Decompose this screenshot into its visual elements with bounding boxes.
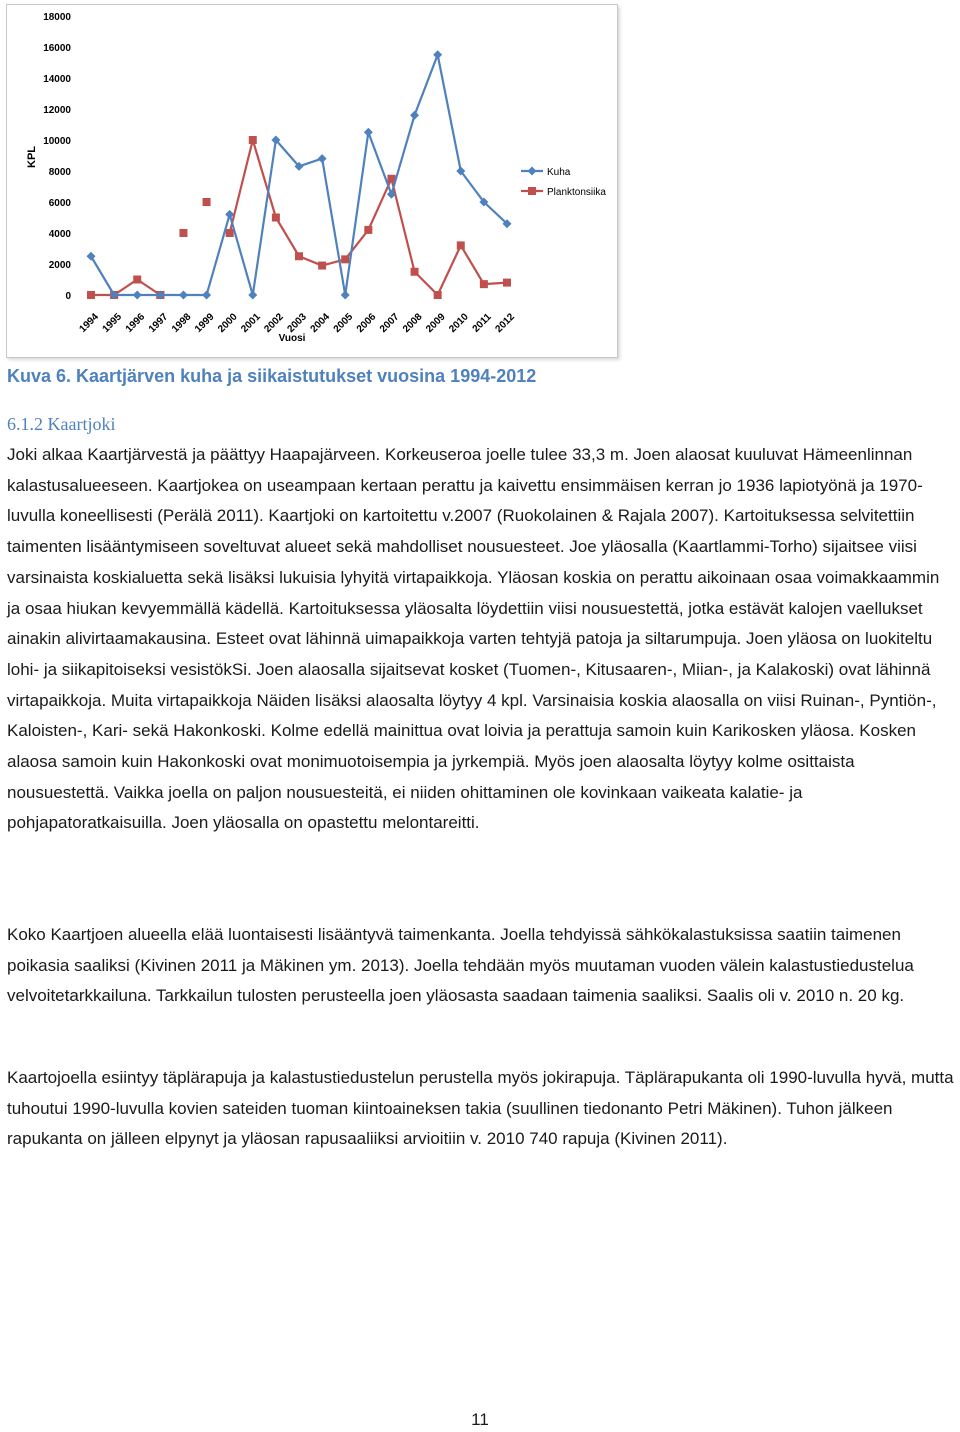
x-tick-label: 2006: [354, 311, 379, 335]
data-point: [528, 187, 536, 195]
data-point: [203, 198, 211, 206]
line-chart: [7, 5, 617, 357]
data-point: [87, 291, 95, 299]
x-tick-label: 2012: [493, 311, 517, 335]
data-point: [318, 262, 326, 270]
x-tick-label: 2003: [285, 311, 309, 335]
x-tick-label: 1997: [146, 311, 171, 335]
y-tick-label: 12000: [43, 105, 71, 116]
data-point: [248, 291, 257, 300]
data-point: [179, 229, 187, 237]
y-tick-label: 6000: [48, 198, 71, 209]
y-tick-label: 0: [65, 291, 71, 302]
data-point: [364, 226, 372, 234]
paragraph: Kaartojoella esiintyy täplärapuja ja kalastustiedustelun perustella myös jokirapuja. Täplärapukanta oli 1990-luvulla hyvä, mutta tuhoutui 1990-luvulla kovien sateiden tuoman kiintoaineksen takia (suullinen tiedonanto Petri Mäkinen). Tuhon jälkeen rapukanta on jälleen elpynyt ja yläosan rapusaaliiksi arvioitiin v. 2010 740 rapuja (Kivinen 2011).: [7, 1068, 954, 1149]
y-tick-label: 8000: [48, 167, 71, 178]
x-tick-label: 2005: [331, 311, 356, 335]
y-axis-title: KPL: [26, 146, 38, 168]
y-tick-label: 4000: [48, 229, 71, 240]
data-point: [434, 291, 442, 299]
x-tick-label: 2011: [470, 311, 494, 335]
y-tick-label: 2000: [48, 260, 71, 271]
y-tick-label: 10000: [43, 136, 71, 147]
data-point: [341, 291, 350, 300]
page-number: 11: [471, 1410, 489, 1429]
x-tick-label: 2000: [216, 311, 240, 335]
legend-label: Planktonsiika: [547, 187, 606, 198]
data-point: [133, 276, 141, 284]
paragraph: Joki alkaa Kaartjärvestä ja päättyy Haapajärveen. Korkeuseroa joelle tulee 33,3 m. Joen alaosat kuuluvat Hämeenlinnan kalastusalueeseen. Kaartjokea on useampaan kertaan perattu ja kaivettu ensimmäisen kerran jo 1936 lapiotyönä ja 1970-luvulla koneellisesti (Perälä 2011). Kaartjoki on kartoitettu v.2007 (Ruokolainen & Rajala 2007). Kartoituksessa selvitettiin taimenten lisääntymiseen soveltuvat alueet sekä mahdolliset nousuesteet. Joe yläosalla (Kaartlammi-Torho) sijaitsee viisi varsinaista koskialuetta sekä lisäksi lukuisia lyhyitä virtapaikkoja. Yläosan koskia on perattu aikoinaan osaa voimakkaammin ja osaa hiukan kevyemmällä kädellä. Kartoituksessa yläosalta löydettiin viisi nousuestettä, jotka estävät kalojen vaellukset ainakin alivirtaamakausina. Esteet ovat lähinnä uimapaikkoja varten tehtyjä patoja ja siltarumpuja. Joen yläosa on luokiteltu lohi- ja siikapitoiseksi vesistökSi. Joen alaosalla sijaitsevat kosket (Tuomen-, Kitusaaren-, Miian-, ja Kalakoski) ovat lähinnä virtapaikkoja. Muita virtapaikkoja Näiden lisäksi alaosalta löytyy 4 kpl. Varsinaisia koskia alaosalla on viisi Ruinan-, Pyntiön-, Kaloisten-, Kari- sekä Hakonkoski. Kolme edellä mainittua ovat loivia ja perattuja samoin kuin Karikosken yläosa. Kosken alaosa samoin kuin Hakonkoski ovat monimuotoisempia ja jyrkempiä. Myös joen alaosalta löytyy kolme osittaista nousuestettä. Vaikka joella on paljon nousuesteitä, ei niiden ohittaminen ole kovinkaan vaikeata kalatie- ja pohjapatoratkaisuilla. Joen yläosalla on opastettu melontareitti.: [7, 445, 940, 833]
data-point: [410, 111, 419, 120]
x-tick-label: 2007: [377, 311, 402, 335]
x-tick-label: 1998: [169, 311, 194, 335]
paragraph: Koko Kaartjoen alueella elää luontaisesti lisääntyvä taimenkanta. Joella tehdyissä sähkökalastuksissa saatiin taimenen poikasia saaliksi (Kivinen 2011 ja Mäkinen ym. 2013). Joella tehdään myös muutaman vuoden välein kalastustiedustelua velvoitetarkkailuna. Tarkkailun tulosten perusteella joen yläosasta saadaan taimenia saaliksi. Saalis oli v. 2010 n. 20 kg.: [7, 925, 914, 1006]
data-point: [433, 50, 442, 59]
x-tick-label: 2001: [239, 311, 263, 335]
data-point: [249, 136, 257, 144]
legend-label: Kuha: [547, 167, 571, 178]
data-point: [341, 255, 349, 263]
data-point: [318, 154, 327, 163]
x-tick-label: 1994: [77, 311, 101, 335]
data-point: [480, 280, 488, 288]
x-tick-label: 1999: [193, 311, 217, 335]
x-tick-label: 2010: [447, 311, 471, 335]
data-point: [272, 214, 280, 222]
series-line: [230, 140, 507, 295]
data-point: [528, 167, 537, 176]
data-point: [202, 291, 211, 300]
y-tick-label: 14000: [43, 74, 71, 85]
y-tick-label: 16000: [43, 43, 71, 54]
data-point: [411, 268, 419, 276]
data-point: [295, 252, 303, 260]
x-tick-label: 2008: [401, 311, 425, 335]
x-tick-label: 2004: [308, 311, 333, 335]
data-point: [226, 229, 234, 237]
data-point: [179, 291, 188, 300]
data-point: [133, 291, 142, 300]
figure-caption: Kuva 6. Kaartjärven kuha ja siikaistutukset vuosina 1994-2012: [7, 366, 537, 386]
series-line: [91, 280, 160, 296]
x-tick-label: 2002: [262, 311, 286, 335]
chart-container: [6, 4, 618, 358]
data-point: [457, 241, 465, 249]
x-axis-title: Vuosi: [278, 333, 306, 344]
x-tick-label: 1996: [123, 311, 148, 335]
x-tick-label: 2009: [424, 311, 448, 335]
section-heading: 6.1.2 Kaartjoki: [7, 414, 116, 434]
data-point: [503, 279, 511, 287]
x-tick-label: 1995: [100, 311, 125, 335]
y-tick-label: 18000: [43, 12, 71, 23]
data-point: [364, 128, 373, 137]
